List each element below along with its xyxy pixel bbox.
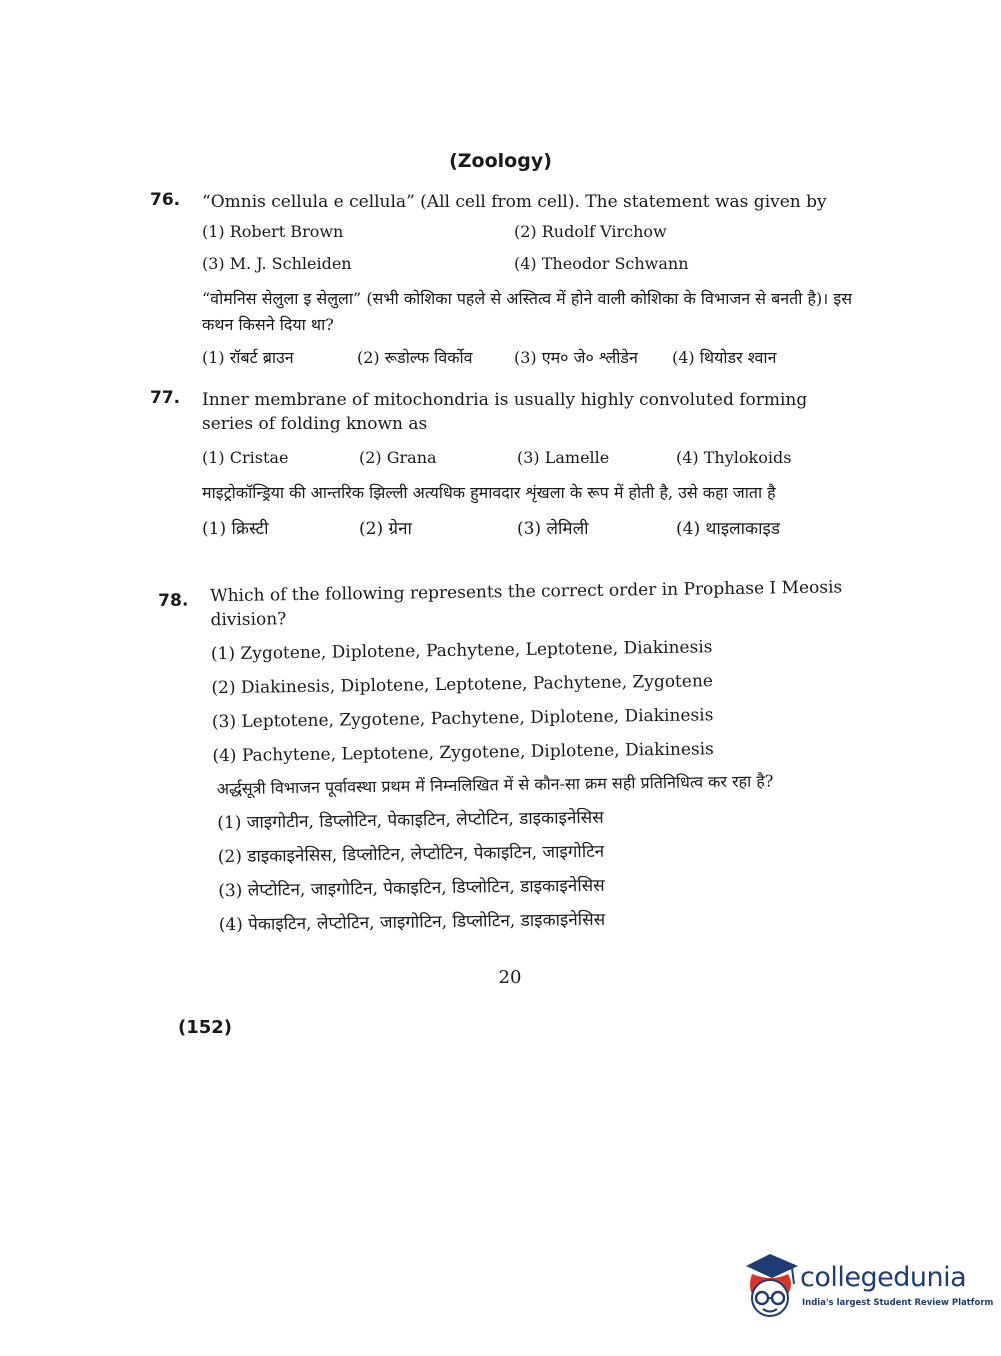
section-title: (Zoology)	[449, 150, 552, 172]
question-text-hi: माइट्रोकॉन्ड्रिया की आन्तरिक झिल्ली अत्यधिक हुमावदार शृंखला के रूप में होती है, उसे कहा जाता है	[202, 483, 776, 502]
option-4: (4) Pachytene, Leptotene, Zygotene, Diplotene, Diakinesis	[212, 739, 714, 767]
option-1-hi: (1) जाइगोटीन, डिप्लोटिन, पेकाइटिन, लेप्टोटिन, डाइकाइनेसिस	[217, 807, 604, 834]
collegedunia-watermark	[742, 1252, 994, 1322]
question-number: 76.	[150, 190, 181, 210]
option-2-hi: (2) रूडोल्फ विर्कोव	[357, 348, 473, 367]
options-hi	[202, 346, 860, 376]
options-hi	[202, 516, 860, 546]
booklet-code: (152)	[178, 1017, 233, 1038]
question-number: 77.	[150, 388, 181, 408]
question-text-en: Which of the following represents the correct order in Prophase I Meosis division?	[210, 577, 843, 631]
option-1-hi: (1) रॉबर्ट ब्राउन	[202, 348, 294, 367]
options-en	[211, 623, 871, 772]
option-1-hi: (1) क्रिस्टी	[202, 519, 269, 539]
option-2: (2) Grana	[359, 448, 437, 467]
question-76	[150, 190, 860, 376]
option-4-hi: (4) पेकाइटिन, लेप्टोटिन, जाइगोटिन, डिप्लोटिन, डाइकाइनेसिस	[218, 909, 606, 936]
question-78	[158, 575, 873, 953]
option-3-hi: (3) लेप्टोटिन, जाइगोटिन, पेकाइटिन, डिप्लोटिन, डाइकाइनेसिस	[218, 875, 605, 902]
options-en	[202, 436, 860, 472]
option-2: (2) Diakinesis, Diplotene, Leptotene, Pachytene, Zygotene	[211, 671, 714, 699]
question-text-en: Inner membrane of mitochondria is usually highly convoluted forming series of folding known as	[202, 390, 808, 434]
question-text-hi: अर्द्धसूत्री विभाजन पूर्वावस्था प्रथम में निम्नलिखित में से कौन-सा क्रम सही प्रतिनिधित्व कर रहा है?	[216, 771, 774, 799]
option-4-hi: (4) थाइलाकाइड	[676, 519, 780, 539]
option-2: (2) Rudolf Virchow	[514, 222, 667, 241]
watermark-name: collegedunia	[800, 1262, 967, 1293]
option-4-hi: (4) थियोडर श्वान	[672, 348, 777, 367]
options-en	[202, 214, 860, 282]
question-number: 78.	[158, 590, 189, 611]
question-text-hi: “वोमनिस सेलुला इ सेलुला” (सभी कोशिका पहले से अस्तित्व में होने वाली कोशिका के विभाजन से बनती है)। इस कथन किसने दिया था?	[202, 289, 853, 334]
option-4: (4) Thylokoids	[676, 448, 792, 467]
options-hi	[217, 793, 873, 952]
option-1: (1) Robert Brown	[202, 222, 344, 241]
option-3: (3) Leptotene, Zygotene, Pachytene, Diplotene, Diakinesis	[211, 705, 714, 733]
graduate-face-icon	[742, 1252, 802, 1322]
option-3: (3) Lamelle	[517, 448, 610, 467]
page-number: 20	[498, 967, 522, 988]
question-text-en: “Omnis cellula e cellula” (All cell from cell). The statement was given by	[202, 192, 827, 212]
option-2-hi: (2) डाइकाइनेसिस, डिप्लोटिन, लेप्टोटिन, पेकाइटिन, जाइगोटिन	[217, 841, 605, 868]
question-77	[150, 388, 860, 546]
option-1: (1) Zygotene, Diplotene, Pachytene, Leptotene, Diakinesis	[210, 637, 713, 665]
option-3-hi: (3) एम० जे० श्लीडेन	[514, 348, 638, 367]
option-4: (4) Theodor Schwann	[514, 254, 689, 273]
option-3-hi: (3) लेमिली	[517, 519, 589, 539]
option-3: (3) M. J. Schleiden	[202, 254, 352, 273]
watermark-tagline: India's largest Student Review Platform	[802, 1298, 994, 1308]
option-1: (1) Cristae	[202, 448, 289, 467]
option-2-hi: (2) ग्रेना	[359, 519, 412, 539]
